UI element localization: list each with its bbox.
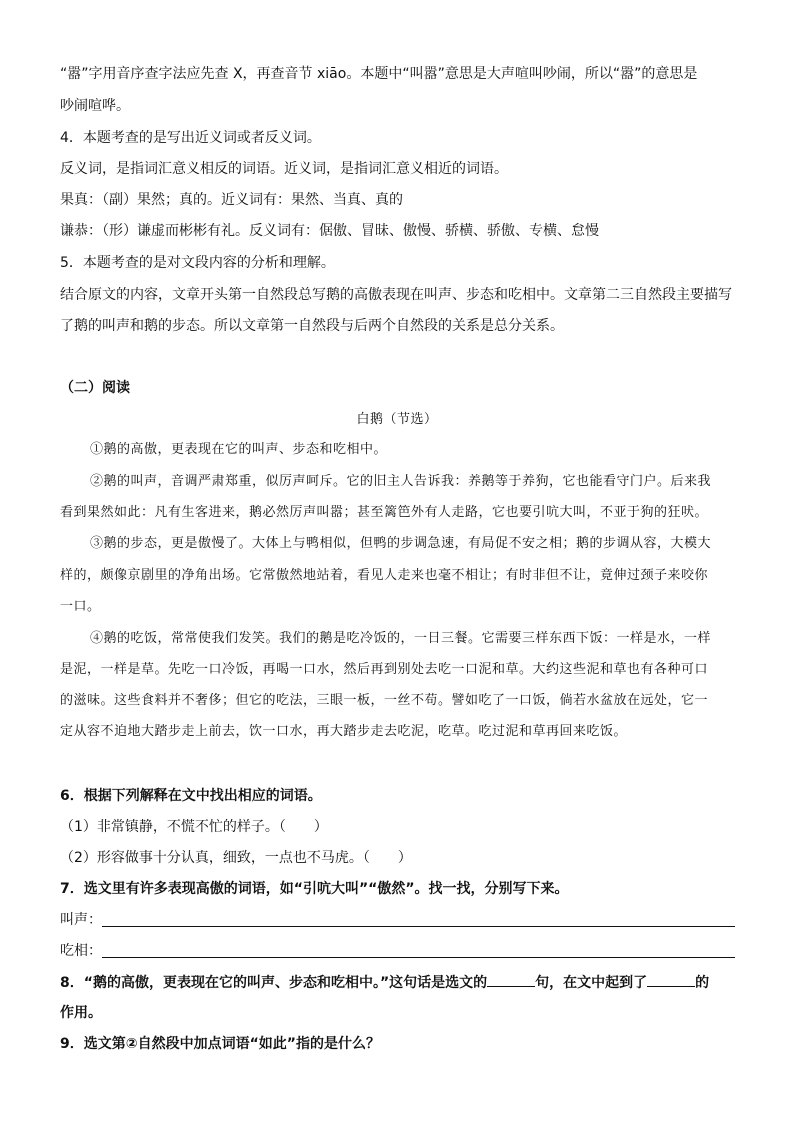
answer-note-line: 果真：（副）果然；真的。近义词有：果然、当真、真的	[60, 192, 403, 208]
q8-text-part1: 8．“鹅的高傲，更表现在它的叫声、步态和吃相中。”这句话是选文的	[60, 975, 488, 991]
section-heading: （二）阅读	[60, 380, 130, 396]
q7-label-eating: 吃相：	[60, 943, 102, 959]
answer-note-line: 4．本题考查的是写出近义词或者反义词。	[60, 130, 321, 146]
q8-text-part3: 的	[695, 975, 710, 991]
answer-note-line: 吵闹喧哗。	[60, 98, 130, 114]
q7-label-sound: 叫声：	[60, 912, 102, 928]
passage-paragraph: ②鹅的叫声，音调严肃郑重，似厉声呵斥。它的旧主人告诉我：养鹅等于养狗，它也能看守门户。后来我	[90, 474, 712, 489]
passage-paragraph: ①鹅的高傲，更表现在它的叫声、步态和吃相中。	[90, 442, 388, 457]
question-8	[60, 972, 740, 993]
q7-answer-line-eating[interactable]	[102, 957, 735, 958]
q8-blank-2[interactable]	[647, 972, 695, 987]
passage-paragraph: 是泥，一样是草。先吃一口冷饭，再喝一口水，然后再到别处去吃一口泥和草。大约这些泥和草也有各种可口	[60, 662, 709, 677]
passage-paragraph: 看到果然如此：凡有生客进来，鹅必然厉声叫嚣；甚至篱笆外有人走路，它也要引吭大叫，不亚于狗的狂吠。	[60, 505, 709, 520]
question-6-item-1: （1）非常镇静，不慌不忙的样子。（ ）	[60, 819, 328, 835]
answer-note-line: “嚣”字用音序查字法应先查 X，再查音节 xiāo。本题中“叫嚣”意思是大声喧叫吵闹，所以“嚣”的意思是	[60, 66, 698, 82]
question-9: 9．选文第②自然段中加点词语“如此”指的是什么？	[60, 1036, 380, 1052]
answer-note-line: 了鹅的叫声和鹅的步态。所以文章第一自然段与后两个自然段的关系是总分关系。	[60, 318, 564, 334]
answer-note-line: 反义词，是指词汇意义相反的词语。近义词，是指词汇意义相近的词语。	[60, 161, 508, 177]
passage-paragraph: ④鹅的吃饭，常常使我们发笑。我们的鹅是吃冷饭的，一日三餐。它需要三样东西下饭：一样是水，一样	[90, 631, 712, 646]
passage-paragraph: 定从容不迫地大踏步走上前去，饮一口水，再大踏步走去吃泥，吃草。吃过泥和草再回来吃饭。	[60, 724, 628, 739]
passage-title: 白鹅（节选）	[356, 412, 438, 427]
passage-paragraph: 一口。	[60, 599, 101, 614]
question-6: 6．根据下列解释在文中找出相应的词语。	[60, 788, 322, 804]
question-7: 7．选文里有许多表现高傲的词语，如“引吭大叫”“傲然”。找一找，分别写下来。	[60, 881, 569, 897]
q8-blank-1[interactable]	[487, 972, 535, 987]
answer-note-line: 5．本题考查的是对文段内容的分析和理解。	[60, 255, 335, 271]
passage-paragraph: 样的，颇像京剧里的净角出场。它常傲然地站着，看见人走来也毫不相让；有时非但不让，竟伸过颈子来咬你	[60, 568, 709, 583]
answer-note-line: 谦恭：（形）谦虚而彬彬有礼。反义词有：倨傲、冒昧、傲慢、骄横、骄傲、专横、怠慢	[60, 223, 599, 239]
q8-text-part2: 句，在文中起到了	[535, 975, 648, 991]
passage-paragraph: 的滋味。这些食料并不奢侈；但它的吃法，三眼一板，一丝不苟。譬如吃了一口饭，倘若水盆放在远处，它一	[60, 693, 709, 708]
passage-paragraph: ③鹅的步态，更是傲慢了。大体上与鸭相似，但鸭的步调急速，有局促不安之相；鹅的步调从容，大模大	[90, 536, 712, 551]
question-6-item-2: （2）形容做事十分认真，细致，一点也不马虎。（ ）	[60, 850, 412, 866]
q7-answer-line-sound[interactable]	[102, 926, 735, 927]
question-8-cont: 作用。	[60, 1005, 102, 1021]
answer-note-line: 结合原文的内容，文章开头第一自然段总写鹅的高傲表现在叫声、步态和吃相中。文章第二三自然段主要描写	[60, 287, 732, 303]
